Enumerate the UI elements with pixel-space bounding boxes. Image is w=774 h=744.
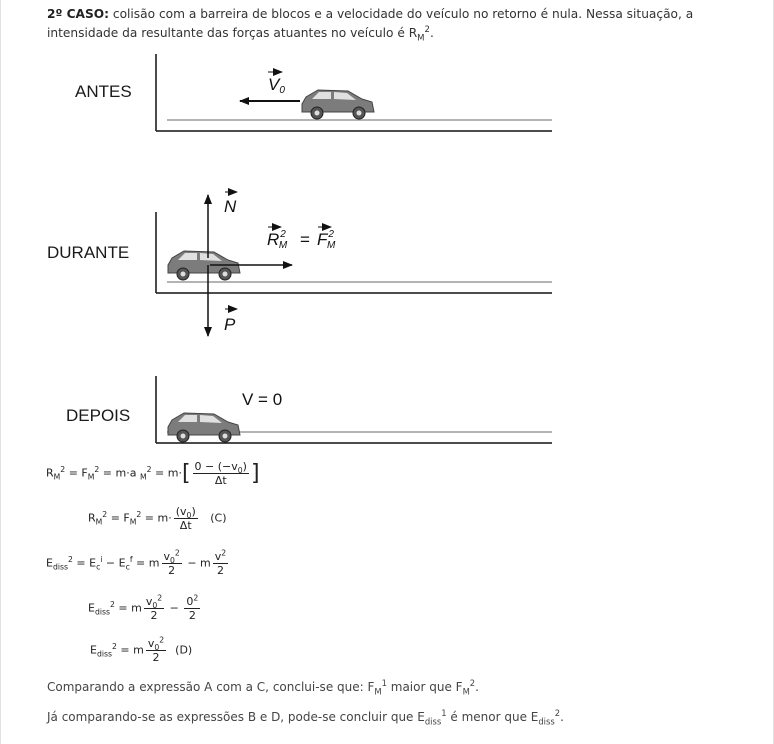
normal-label: N	[224, 197, 237, 216]
equation-3: $E_{diss}^2 = E_c^i - E_c^f = m$ $\frac{v_0^2}{2}$ − m $\frac{v^2}{2}$	[46, 548, 227, 577]
car-antes-icon	[302, 90, 374, 119]
label-antes: ANTES	[75, 82, 132, 101]
weight-label: P	[224, 315, 236, 334]
intro-text-2: intensidade da resultante das forças atuantes no veículo é R	[47, 26, 418, 40]
equation-5: $E_{diss}^2 = m$ $\frac{v_0^2}{2}$ (D)	[90, 635, 193, 664]
equation-4: $E_{diss}^2 = m$ $\frac{v_0^2}{2}$ − $\frac{0^2}{2}$	[88, 593, 199, 622]
conclusion-line-2: Já comparando-se as expressões B e D, pode-se concluir que $E_{diss}^1$ é menor que $E_{diss}^2$.	[47, 708, 564, 727]
label-depois: DEPOIS	[66, 406, 131, 425]
v-zero-label: V = 0	[242, 390, 283, 409]
equation-2: $R_M^2 = F_M^2 = m\cdot$ $\frac{(v_0)}{\Delta t}$ (C)	[88, 505, 227, 532]
resultant-label: $R^2$ M	[267, 229, 288, 251]
intro-paragraph: 2º CASO: colisão com a barreira de blocos e a velocidade do veículo no retorno é nula. Nessa situação, a intensidade da resultante das forças atuantes no veículo é $R_M^2$.	[47, 7, 694, 44]
label-durante: DURANTE	[47, 243, 130, 262]
force-label: $F^2$ M	[317, 229, 336, 251]
conclusion-line-1: Comparando a expressão A com a C, conclui-se que: $F_M^1$ maior que $F_M^2$.	[47, 678, 479, 697]
svg-text:=: =	[300, 230, 310, 249]
car-depois-icon	[168, 413, 240, 442]
intro-text-1: colisão com a barreira de blocos e a velocidade do veículo no retorno é nula. Nessa situação, a	[109, 7, 694, 21]
equation-1: $R_M^2 = F_M^2 = m\cdot a$ $_M^2$ = m·[ $\frac{0 - (-v_0)}{\Delta t}$ ]	[46, 460, 260, 487]
case-label: 2º CASO:	[47, 7, 109, 21]
v0-label: V0	[268, 75, 285, 96]
